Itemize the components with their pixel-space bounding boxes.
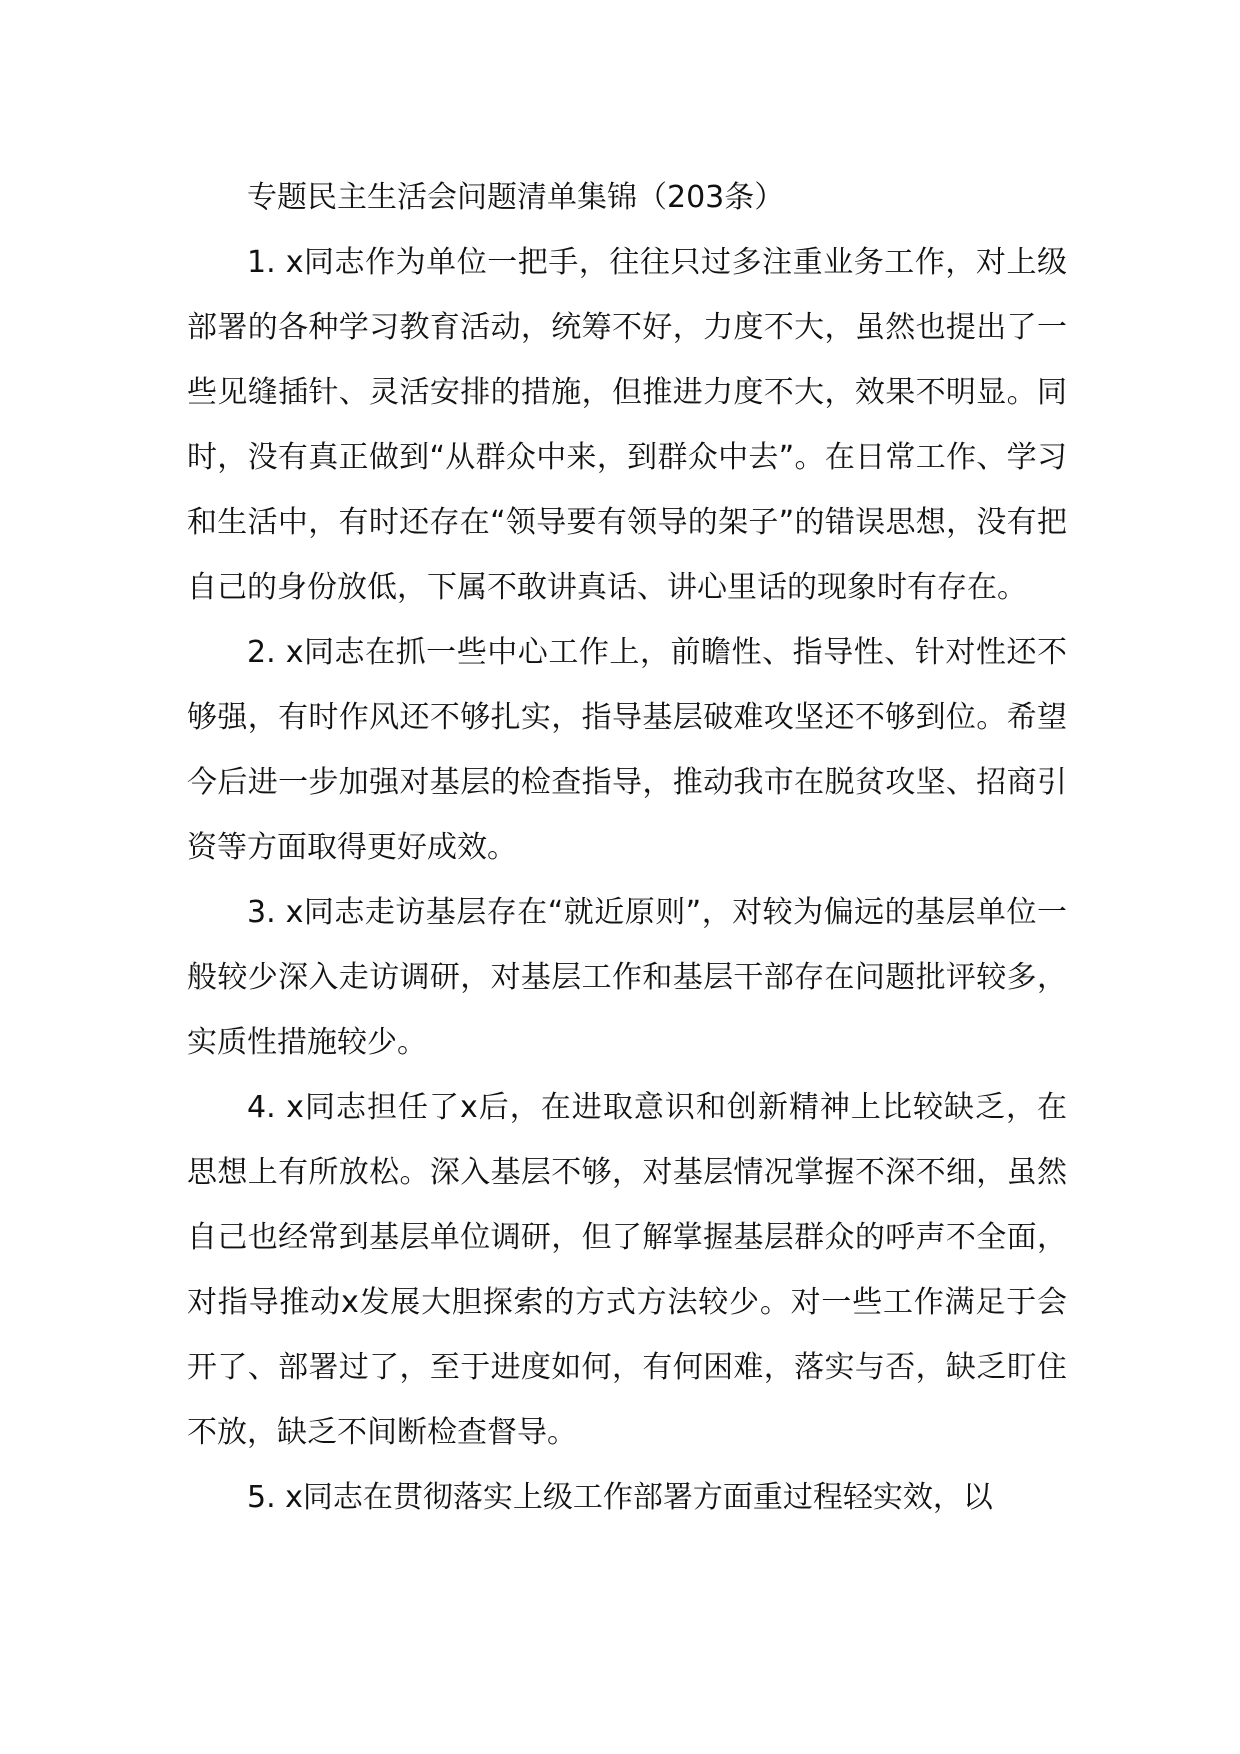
document-title: 专题民主生活会问题清单集锦（203条） (247, 180, 785, 215)
paragraph-2: 2. x同志在抓一些中心工作上，前瞻性、指导性、针对性还不够强，有时作风还不够扎实，指导基层破难攻坚还不够到位。希望今后进一步加强对基层的检查指导，推动我市在脱贫攻坚、招商引资等方面取得更好成效。 (187, 635, 1067, 865)
paragraph-5: 5. x同志在贯彻落实上级工作部署方面重过程轻实效，以 (247, 1480, 993, 1515)
document-body (187, 165, 1067, 1530)
paragraph-1: 1. x同志作为单位一把手，往往只过多注重业务工作，对上级部署的各种学习教育活动，统筹不好，力度不大，虽然也提出了一些见缝插针、灵活安排的措施，但推进力度不大，效果不明显。同时，没有真正做到“从群众中来，到群众中去”。在日常工作、学习和生活中，有时还存在“领导要有领导的架子”的错误思想，没有把自己的身份放低，下属不敢讲真话、讲心里话的现象时有存在。 (187, 245, 1067, 605)
paragraph-4: 4. x同志担任了x后，在进取意识和创新精神上比较缺乏，在思想上有所放松。深入基层不够，对基层情况掌握不深不细，虽然自己也经常到基层单位调研，但了解掌握基层群众的呼声不全面，对指导推动x发展大胆探索的方式方法较少。对一些工作满足于会开了、部署过了，至于进度如何，有何困难，落实与否，缺乏盯住不放，缺乏不间断检查督导。 (187, 1090, 1067, 1450)
paragraph-3: 3. x同志走访基层存在“就近原则”，对较为偏远的基层单位一般较少深入走访调研，对基层工作和基层干部存在问题批评较多，实质性措施较少。 (187, 895, 1067, 1060)
